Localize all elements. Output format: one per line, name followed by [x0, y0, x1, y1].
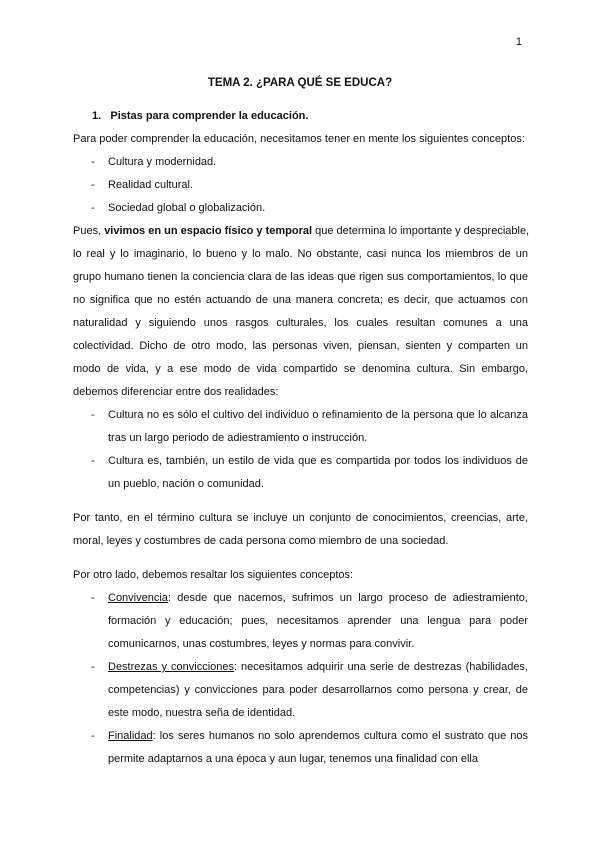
reality-line: un pueblo, nación o comunidad.: [108, 478, 264, 490]
paragraph-bold: vivimos en un espacio físico y temporal: [104, 225, 313, 237]
paragraph-line: [73, 224, 529, 238]
paragraph-rest: que determina lo importante y despreciable,: [312, 225, 530, 237]
reality-line: Cultura no es sólo el cultivo del individuo o refinamiento de la persona que lo alcanza: [108, 409, 528, 421]
key-concept-term: Destrezas y convicciones: [108, 661, 234, 673]
paragraph-line: no significa que no estén actuando de una manera concreta; es decir, que actuamos con: [73, 294, 528, 306]
key-concept-line: [108, 591, 528, 605]
paragraph-line: debemos diferenciar entre dos realidades:: [73, 386, 279, 398]
paragraph-line: Por tanto, en el término cultura se incluye un conjunto de conocimientos, creencias, arte,: [73, 512, 528, 524]
key-concept-text: : necesitamos adquirir una serie de destrezas (habilidades,: [234, 661, 528, 673]
paragraph-line: moral, leyes y costumbres de cada persona como miembro de una sociedad.: [73, 535, 449, 547]
paragraph-line: grupo humano tienen la conciencia clara de las ideas que rigen sus comportamientos, lo que: [73, 271, 528, 283]
section-heading: [92, 109, 308, 123]
concept-item: Cultura y modernidad.: [108, 156, 217, 168]
key-concept-term: Convivencia: [108, 592, 168, 604]
section-number: 1.: [92, 110, 102, 122]
paragraph-line: colectividad. Dicho de otro modo, las personas viven, piensan, sienten y comparten un: [73, 340, 528, 352]
key-concept-line: competencias) y convicciones para poder desarrollarnos como persona y crear, de: [108, 684, 528, 696]
page-title: TEMA 2. ¿PARA QUÉ SE EDUCA?: [207, 77, 393, 89]
reality-line: tras un largo periodo de adiestramiento o instrucción.: [108, 432, 368, 444]
concept-dash: -: [91, 156, 95, 168]
key-concept-line: este modo, nuestra seña de identidad.: [108, 707, 296, 719]
key-concept-text: : desde que nacemos, sufrimos un largo proceso de adiestramiento,: [167, 592, 528, 604]
concept-item: Sociedad global o globalización.: [108, 202, 266, 214]
key-concept-line: [108, 660, 528, 674]
key-concept-dash: -: [91, 592, 95, 604]
key-concept-line: permite adaptarnos a una época y aun lugar, tenemos una finalidad con ella: [108, 753, 478, 765]
key-concept-line: [108, 729, 528, 743]
paragraph-line: lo real y lo imaginario, lo bueno y lo malo. No obstante, casi nunca los miembros de un: [73, 248, 528, 260]
key-concept-dash: -: [91, 730, 95, 742]
key-concept-text: : los seres humanos no solo aprendemos cultura como el sustrato que nos: [152, 730, 528, 742]
key-concept-line: formación y educación; pues, necesitamos aprender una lengua para poder: [108, 615, 528, 627]
paragraph-lead: Pues,: [73, 225, 105, 237]
key-concept-line: comunicarnos, unas costumbres, leyes y normas para convivir.: [108, 638, 415, 650]
reality-dash: -: [91, 455, 95, 467]
section-heading-text: Pistas para comprender la educación.: [110, 110, 309, 122]
concept-dash: -: [91, 179, 95, 191]
intro-text: Para poder comprender la educación, necesitamos tener en mente los siguientes conceptos:: [73, 133, 525, 145]
key-concept-term: Finalidad: [108, 730, 153, 742]
paragraph-line: naturalidad y siguiendo unos rasgos culturales, los cuales resultan comunes a una: [73, 317, 528, 329]
reality-dash: -: [91, 409, 95, 421]
paragraph-line: Por otro lado, debemos resaltar los siguientes conceptos:: [73, 569, 354, 581]
reality-line: Cultura es, también, un estilo de vida que es compartida por todos los individuos de: [108, 455, 528, 467]
page-number: 1: [515, 36, 522, 48]
concept-item: Realidad cultural.: [108, 179, 193, 191]
paragraph-line: modo de vida, y a ese modo de vida compartido se denomina cultura. Sin embargo,: [73, 363, 528, 375]
key-concept-dash: -: [91, 661, 95, 673]
concept-dash: -: [91, 202, 95, 214]
